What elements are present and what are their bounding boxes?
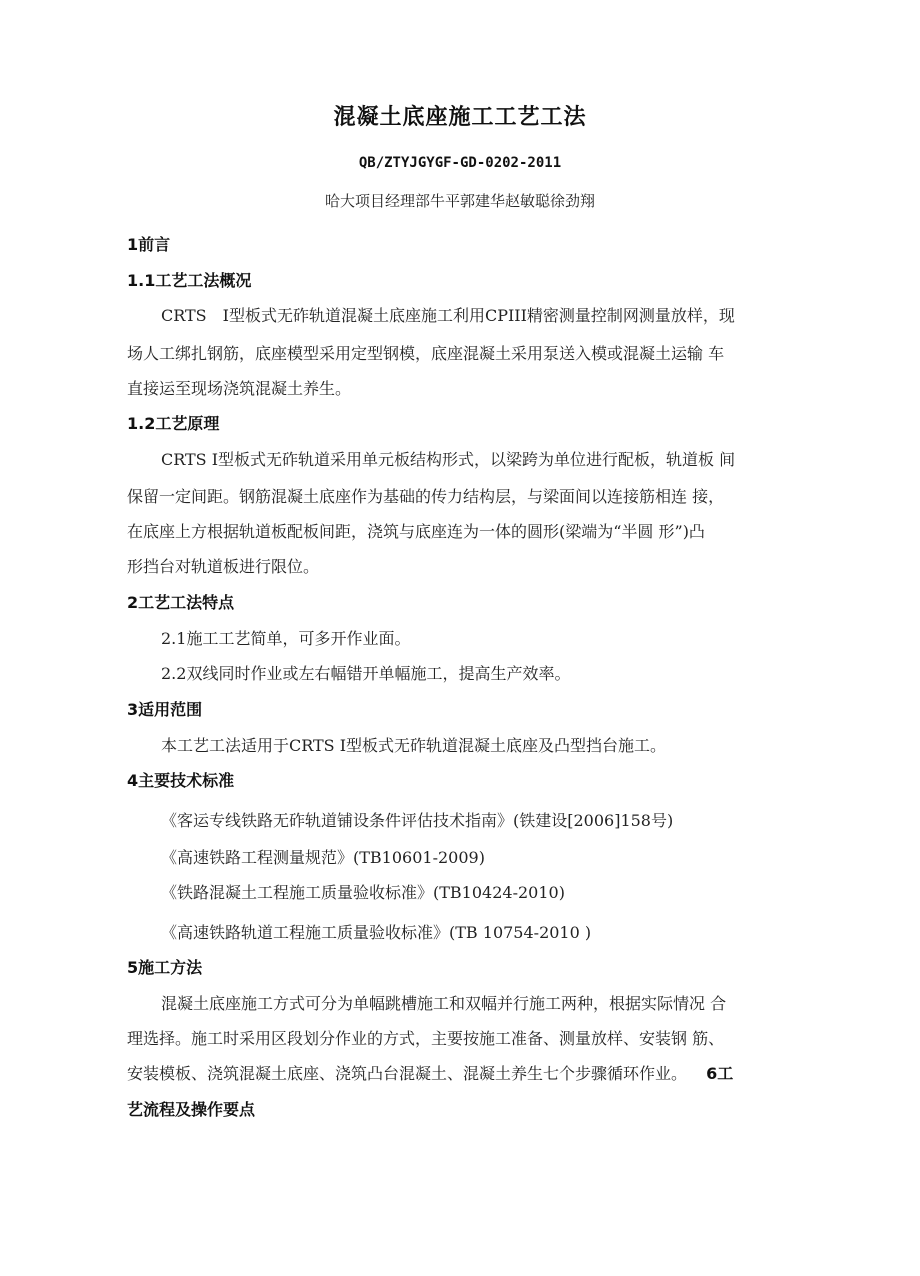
standard-reference: 《铁路混凝土工程施工质量验收标准》(TB10424-2010) — [161, 883, 565, 902]
section-6-heading-start: 6工 — [706, 1064, 734, 1083]
section-5-line: 混凝土底座施工方式可分为单幅跳槽施工和双幅并行施工两种，根据实际情况 合 — [161, 994, 727, 1013]
section-2-item: 2.2双线同时作业或左右幅错开单幅施工，提高生产效率。 — [161, 664, 571, 683]
document-authors: 哈大项目经理部牛平郭建华赵敏聪徐劲翔 — [324, 192, 595, 210]
document-title: 混凝土底座施工工艺工法 — [333, 105, 587, 130]
section-1-2-heading: 1.2工艺原理 — [127, 414, 220, 433]
standard-reference: 《客运专线铁路无砟轨道铺设条件评估技术指南》(铁建设[2006]158号) — [161, 811, 674, 830]
section-5-line: 理选择。施工时采用区段划分作业的方式，主要按施工准备、测量放样、安装钢 筋、 — [127, 1029, 725, 1048]
section-4-heading: 4主要技术标准 — [127, 771, 235, 790]
section-1-1-line: CRTS I型板式无砟轨道混凝土底座施工利用CPIII精密测量控制网测量放样，现 — [161, 306, 735, 325]
section-1-1-heading: 1.1工艺工法概况 — [127, 271, 252, 290]
document-code: QB/ZTYJGYGF-GD-0202-2011 — [358, 155, 562, 171]
section-3-text: 本工艺工法适用于CRTS I型板式无砟轨道混凝土底座及凸型挡台施工。 — [161, 736, 667, 755]
standard-reference: 《高速铁路轨道工程施工质量验收标准》(TB 10754-2010 ) — [161, 923, 592, 942]
section-1-2-line: 在底座上方根据轨道板配板间距，浇筑与底座连为一体的圆形(梁端为“半圆 形”)凸 — [127, 522, 705, 541]
standard-reference: 《高速铁路工程测量规范》(TB10601-2009) — [161, 848, 485, 867]
section-1-2-line: 形挡台对轨道板进行限位。 — [127, 557, 320, 576]
section-1-2-line: 保留一定间距。钢筋混凝土底座作为基础的传力结构层，与梁面间以连接筋相连 接， — [127, 487, 725, 506]
section-1-heading: 1前言 — [127, 235, 171, 254]
section-1-1-line: 直接运至现场浇筑混凝土养生。 — [127, 379, 352, 398]
section-6-heading: 艺流程及操作要点 — [127, 1100, 256, 1119]
section-2-item: 2.1施工工艺简单，可多开作业面。 — [161, 629, 411, 648]
section-5-heading: 5施工方法 — [127, 958, 203, 977]
section-3-heading: 3适用范围 — [127, 700, 203, 719]
section-1-1-line: 场人工绑扎钢筋，底座模型采用定型钢模，底座混凝土采用泵送入模或混凝土运输 车 — [127, 344, 725, 363]
section-1-2-line: CRTS I型板式无砟轨道采用单元板结构形式，以梁跨为单位进行配板，轨道板 间 — [161, 450, 736, 469]
section-5-line-text: 安装模板、浇筑混凝土底座、浇筑凸台混凝土、混凝土养生七个步骤循环作业。 — [127, 1064, 688, 1083]
section-2-heading: 2工艺工法特点 — [127, 593, 235, 612]
section-5-line — [127, 1061, 733, 1084]
